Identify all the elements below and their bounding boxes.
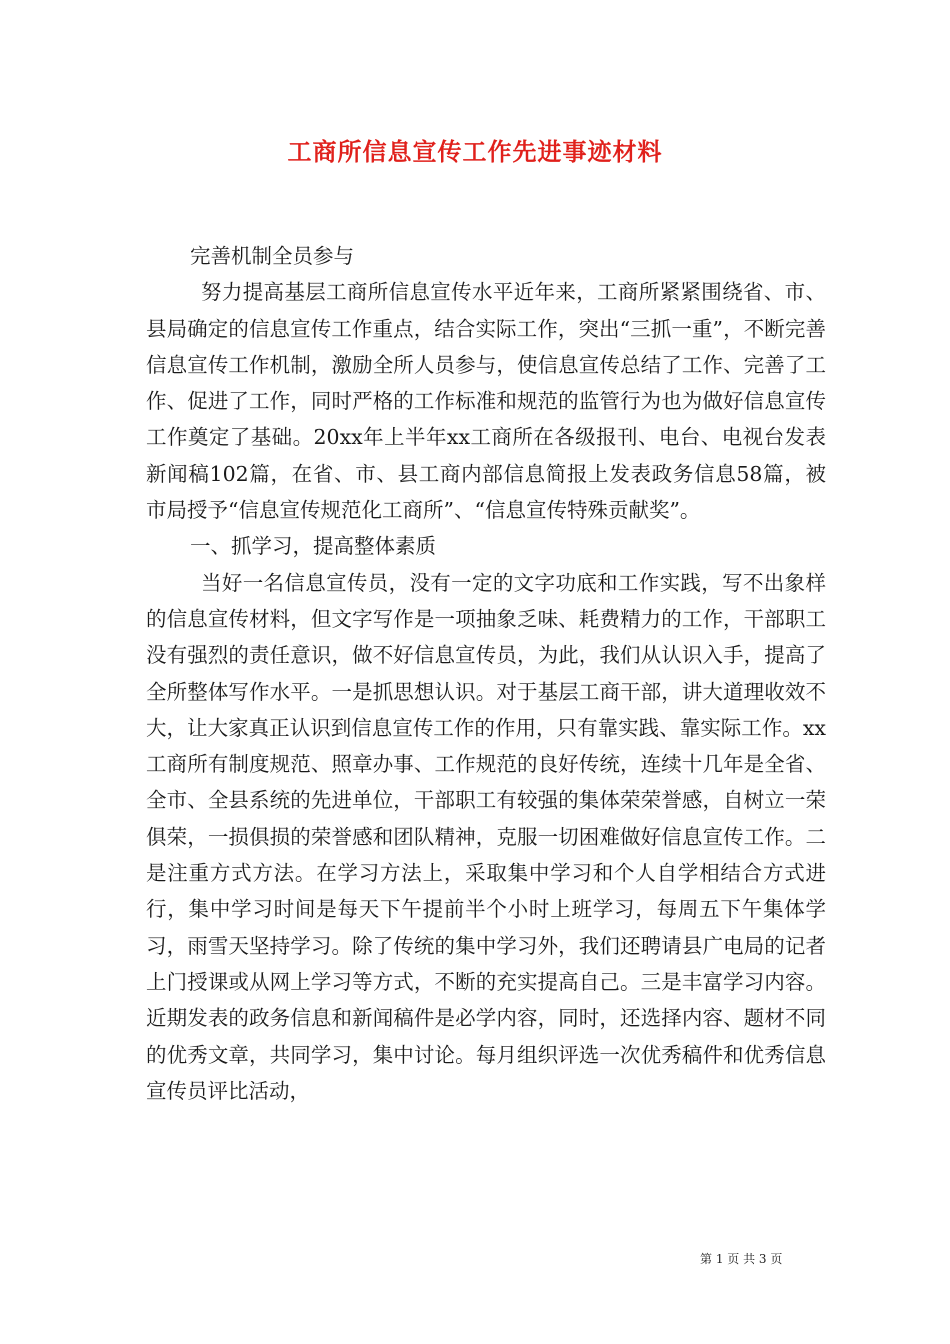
body-paragraph: 努力提高基层工商所信息宣传水平近年来，工商所紧紧围绕省、市、县局确定的信息宣传工作重点，结合实际工作，突出“三抓一重”，不断完善信息宣传工作机制，激励全所人员参与，使信息宣传总结了工作、完善了工作、促进了工作，同时严格的工作标准和规范的监管行为也为做好信息宣传工作奠定了基础。20xx年上半年xx工商所在各级报刊、电台、电视台发表新闻稿102篇，在省、市、县工商内部信息简报上发表政务信息58篇，被市局授予“信息宣传规范化工商所”、“信息宣传特殊贡献奖”。 [146,280,826,523]
section-heading: 完善机制全员参与 [190,244,354,268]
page-number: 第 1 页 共 3 页 [700,1252,783,1266]
document-body [146,238,826,1109]
section-heading: 一、抓学习，提高整体素质 [190,534,436,559]
document-title: 工商所信息宣传工作先进事迹材料 [287,137,663,166]
body-paragraph: 当好一名信息宣传员，没有一定的文字功底和工作实践，写不出象样的信息宣传材料，但文字写作是一项抽象乏味、耗费精力的工作，干部职工没有强烈的责任意识，做不好信息宣传员，为此，我们从认识入手，提高了全所整体写作水平。一是抓思想认识。对于基层工商干部，讲大道理收效不大，让大家真正认识到信息宣传工作的作用，只有靠实践、靠实际工作。xx工商所有制度规范、照章办事、工作规范的良好传统，连续十几年是全省、全市、全县系统的先进单位，干部职工有较强的集体荣荣誉感，自树立一荣俱荣，一损俱损的荣誉感和团队精神，克服一切困难做好信息宣传工作。二是注重方式方法。在学习方法上，采取集中学习和个人自学相结合方式进行，集中学习时间是每天下午提前半个小时上班学习，每周五下午集体学习，雨雪天坚持学习。除了传统的集中学习外，我们还聘请县广电局的记者上门授课或从网上学习等方式，不断的充实提高自己。三是丰富学习内容。近期发表的政务信息和新闻稿件是必学内容，同时，还选择内容、题材不同的优秀文章，共同学习，集中讨论。每月组织评选一次优秀稿件和优秀信息宣传员评比活动， [146,570,826,1103]
